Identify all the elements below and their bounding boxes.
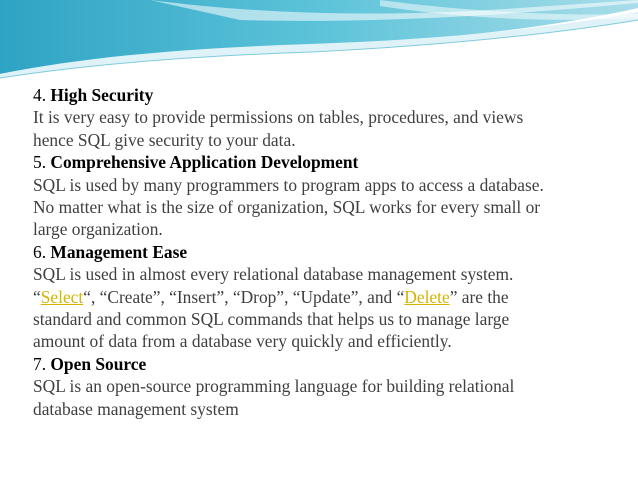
body-line: database management system bbox=[33, 398, 239, 419]
section-number: 5. bbox=[33, 152, 47, 173]
header-swoosh-decoration bbox=[0, 0, 638, 80]
body-line: No matter what is the size of organization, SQL works for every small or bbox=[33, 197, 541, 218]
section-title: Management Ease bbox=[50, 241, 188, 262]
sql-commands-line bbox=[33, 286, 623, 308]
section-heading-7 bbox=[33, 353, 623, 375]
body-line: SQL is used in almost every relational database management system. bbox=[33, 264, 514, 285]
commands-text: “, “Create”, “Insert”, “Drop”, “Update”, and “ bbox=[83, 286, 405, 307]
select-link[interactable]: Select bbox=[40, 286, 84, 307]
delete-link[interactable]: Delete bbox=[404, 286, 450, 307]
quote-text: “ bbox=[33, 286, 41, 307]
body-line: It is very easy to provide permissions on tables, procedures, and views bbox=[33, 107, 524, 128]
body-line: SQL is used by many programmers to program apps to access a database. bbox=[33, 174, 544, 195]
slide-body bbox=[33, 84, 623, 420]
section-number: 7. bbox=[33, 353, 47, 374]
section-title: Open Source bbox=[50, 353, 147, 374]
section-heading-5 bbox=[33, 151, 623, 173]
commands-end-text: ” are the bbox=[449, 286, 509, 307]
body-line: hence SQL give security to your data. bbox=[33, 129, 296, 150]
section-title: Comprehensive Application Development bbox=[50, 152, 359, 173]
body-line: SQL is an open-source programming language for building relational bbox=[33, 376, 515, 397]
section-number: 6. bbox=[33, 241, 47, 262]
body-line: large organization. bbox=[33, 219, 163, 240]
body-line: standard and common SQL commands that helps us to manage large bbox=[33, 309, 510, 330]
section-heading-6 bbox=[33, 241, 623, 263]
section-title: High Security bbox=[50, 85, 154, 105]
section-heading-4 bbox=[33, 84, 623, 106]
body-line: amount of data from a database very quickly and efficiently. bbox=[33, 331, 452, 352]
section-number: 4. bbox=[33, 85, 47, 105]
